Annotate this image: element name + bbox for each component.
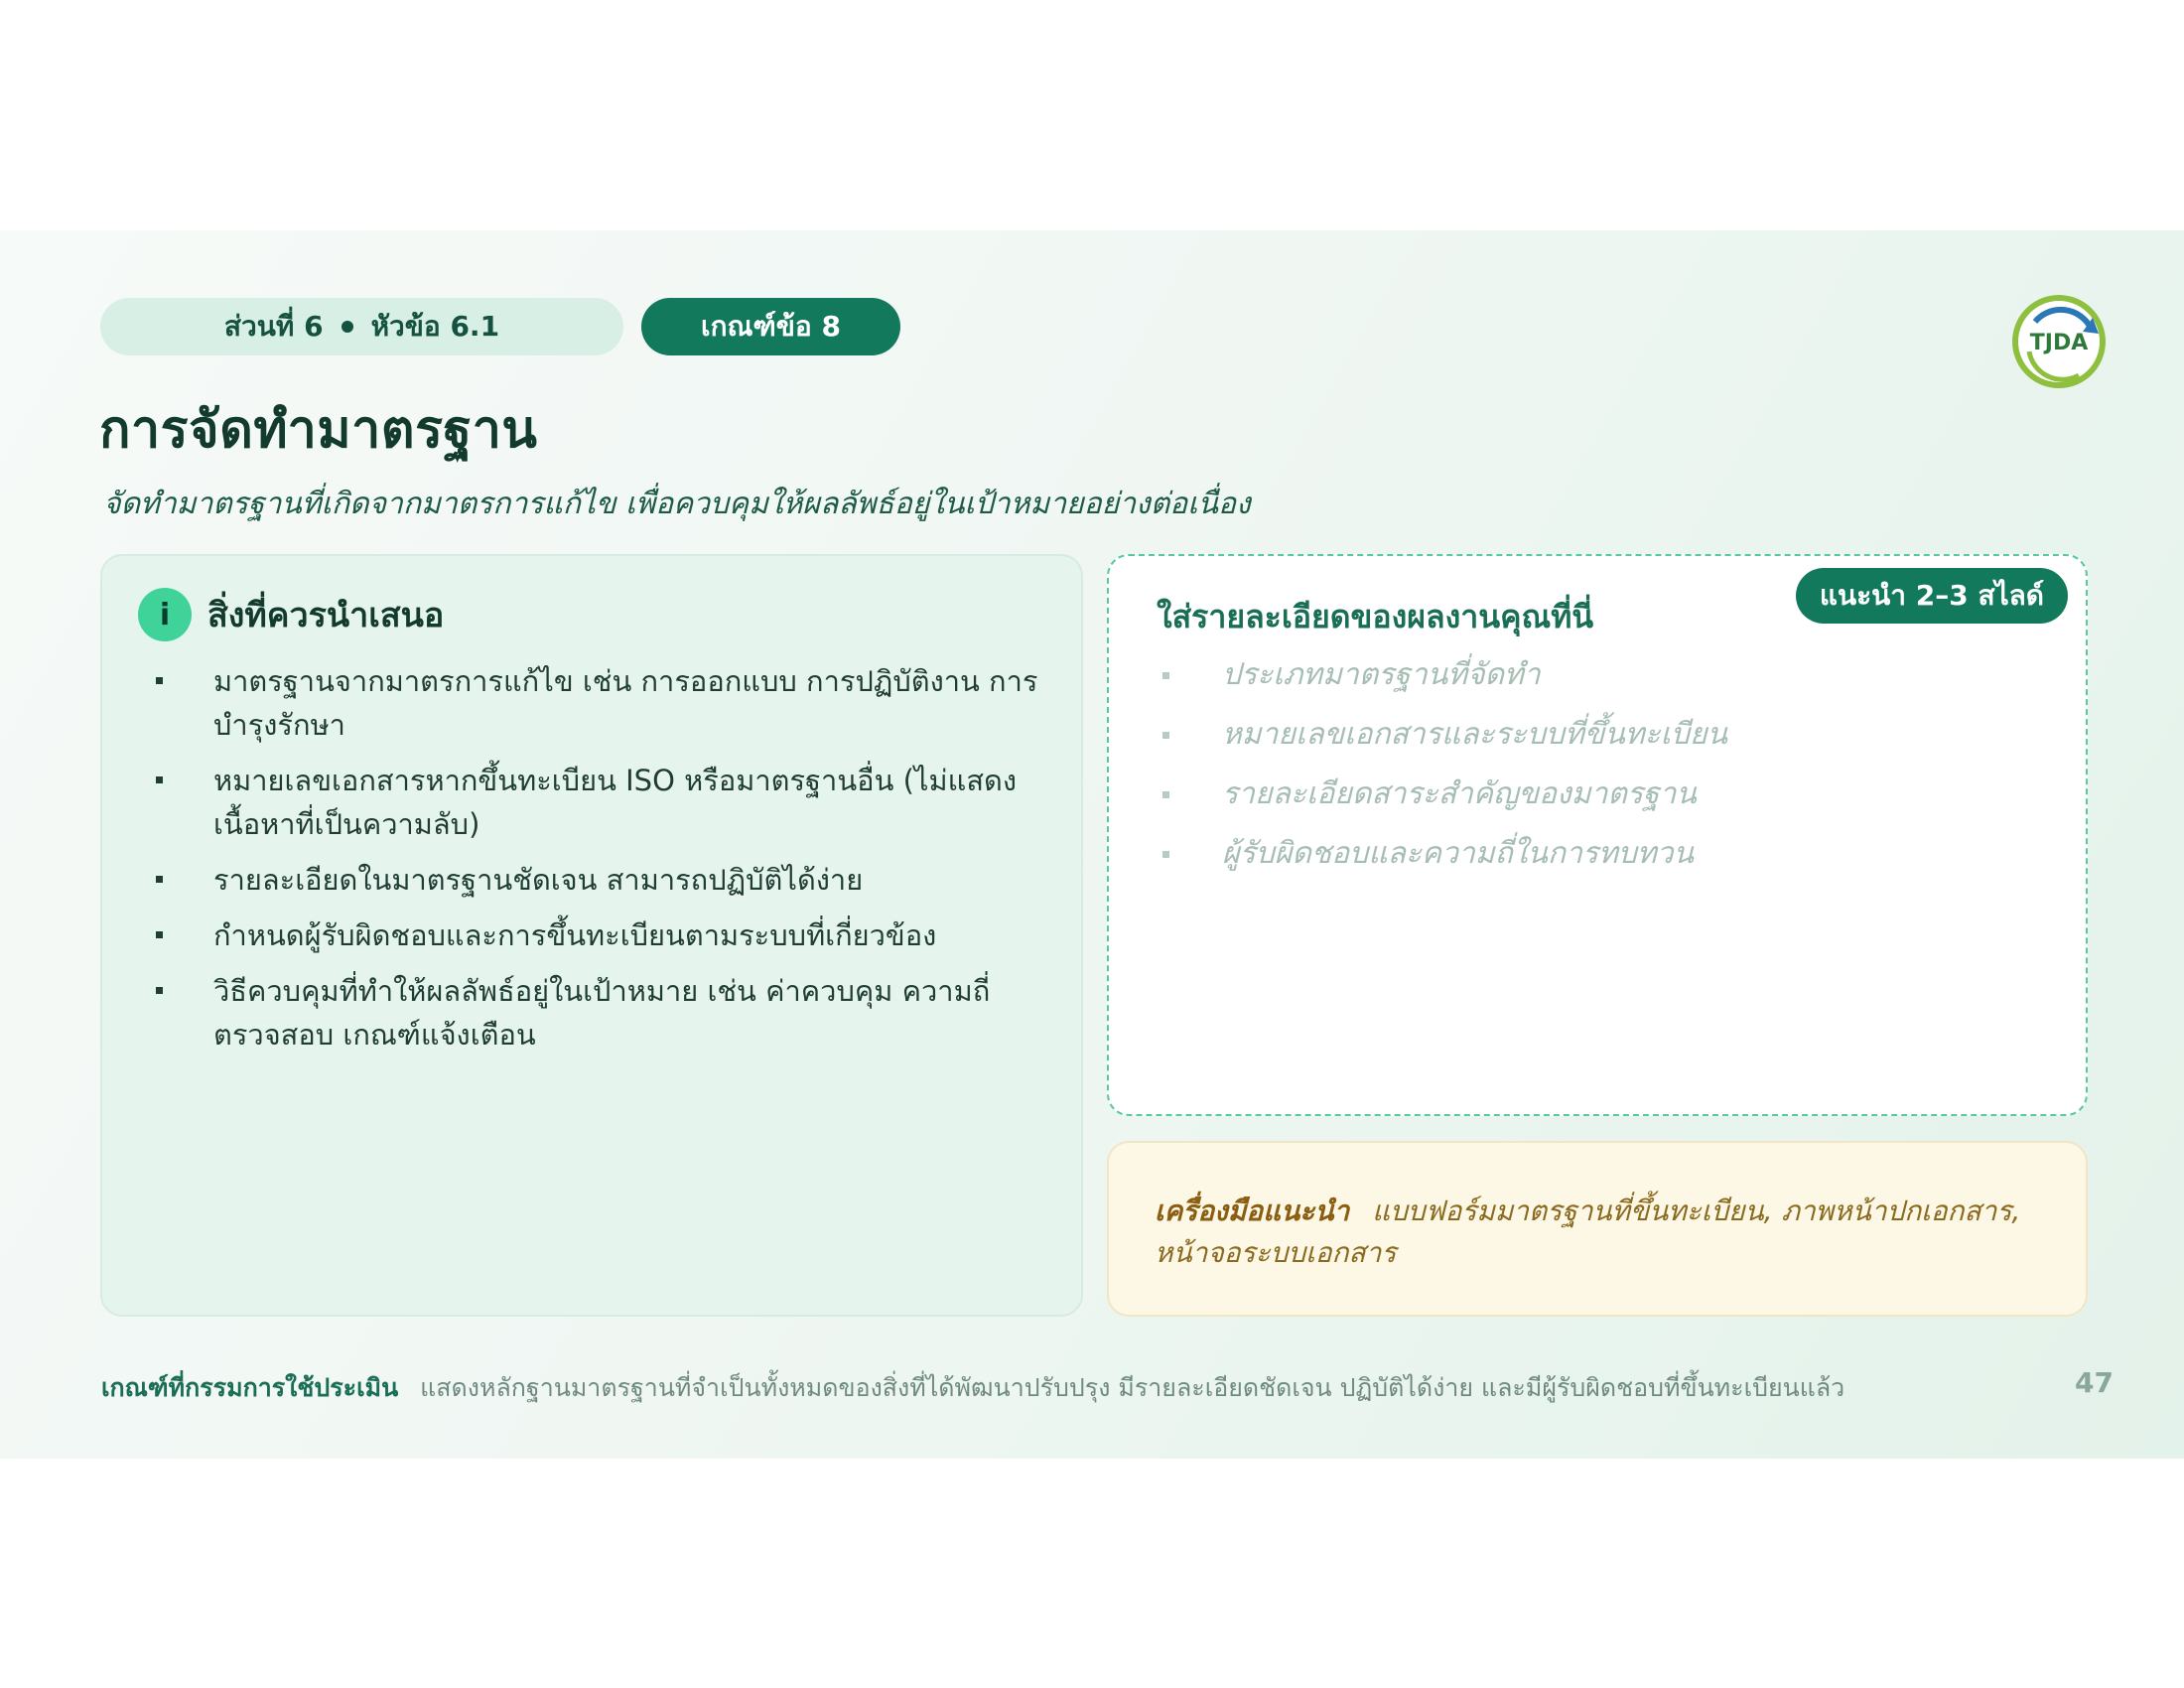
criteria-label: เกณฑ์ข้อ 8 <box>701 310 841 343</box>
placeholder-item[interactable]: ประเภทมาตรฐานที่จัดทำ <box>1157 655 1727 715</box>
guidance-list <box>150 659 1043 1068</box>
page-subtitle: จัดทำมาตรฐานที่เกิดจากมาตรการแก้ไข เพื่อควบคุมให้ผลลัพธ์อยู่ในเป้าหมายอย่างต่อเนื่อง <box>103 487 1251 521</box>
list-item: มาตรฐานจากมาตรการแก้ไข เช่น การออกแบบ การปฏิบัติงาน การบำรุงรักษา <box>150 659 1043 747</box>
placeholder-item[interactable]: ผู้รับผิดชอบและความถี่ในการทบทวน <box>1157 834 1727 894</box>
bullet-square-icon <box>156 876 163 883</box>
bullet-square-icon <box>1162 851 1169 858</box>
evaluation-footer <box>101 1368 1987 1408</box>
details-placeholder-card[interactable] <box>1107 554 2088 1116</box>
bullet-square-icon <box>1162 732 1169 739</box>
placeholder-item[interactable]: รายละเอียดสาระสำคัญของมาตรฐาน <box>1157 774 1727 834</box>
tools-text: แบบฟอร์มมาตรฐานที่ขึ้นทะเบียน, ภาพหน้าปกเอกสาร, หน้าจอระบบเอกสาร <box>1155 1195 2021 1269</box>
info-icon: i <box>138 588 192 641</box>
list-item: กำหนดผู้รับผิดชอบและการขึ้นทะเบียนตามระบบที่เกี่ยวข้อง <box>150 914 1043 957</box>
criteria-pill <box>641 298 900 355</box>
list-item: รายละเอียดในมาตรฐานชัดเจน สามารถปฏิบัติได้ง่าย <box>150 858 1043 902</box>
guidance-header <box>138 588 444 641</box>
tjda-logo <box>2009 292 2109 391</box>
bullet-square-icon <box>1162 791 1169 798</box>
topic-label: หัวข้อ 6.1 <box>370 310 500 343</box>
tools-label: เครื่องมือแนะนำ <box>1155 1195 1350 1227</box>
separator-dot <box>341 321 353 333</box>
bullet-square-icon <box>156 776 163 783</box>
bullet-square-icon <box>156 677 163 684</box>
bullet-square-icon <box>156 931 163 938</box>
list-item: วิธีควบคุมที่ทำให้ผลลัพธ์อยู่ในเป้าหมาย เช่น ค่าควบคุม ความถี่ตรวจสอบ เกณฑ์แจ้งเตือน <box>150 969 1043 1056</box>
slide-count-badge: แนะนำ 2–3 สไลด์ <box>1796 568 2068 624</box>
slide <box>0 230 2184 1459</box>
page-title: การจัดทำมาตรฐาน <box>99 400 538 460</box>
list-item: หมายเลขเอกสารหากขึ้นทะเบียน ISO หรือมาตรฐานอื่น (ไม่แสดงเนื้อหาที่เป็นความลับ) <box>150 759 1043 846</box>
footer-label: เกณฑ์ที่กรรมการใช้ประเมิน <box>101 1373 399 1402</box>
section-pill <box>100 298 623 355</box>
bullet-square-icon <box>1162 672 1169 679</box>
logo-text: TJDA <box>2029 331 2089 355</box>
guidance-heading: สิ่งที่ควรนำเสนอ <box>207 596 445 635</box>
bullet-square-icon <box>156 987 163 994</box>
tools-text-block <box>1155 1191 2048 1274</box>
placeholder-list <box>1157 655 1727 894</box>
placeholder-item[interactable]: หมายเลขเอกสารและระบบที่ขึ้นทะเบียน <box>1157 715 1727 774</box>
recommended-tools-card <box>1107 1141 2088 1317</box>
details-heading: ใส่รายละเอียดของผลงานคุณที่นี่ <box>1157 598 1594 635</box>
section-label: ส่วนที่ 6 <box>223 310 324 343</box>
footer-text: แสดงหลักฐานมาตรฐานที่จำเป็นทั้งหมดของสิ่งที่ได้พัฒนาปรับปรุง มีรายละเอียดชัดเจน ปฏิบัติได้ง่าย และมีผู้รับผิดชอบที่ขึ้นทะเบียนแล้ว <box>420 1373 1845 1402</box>
page-number: 47 <box>2075 1366 2114 1399</box>
guidance-card <box>100 554 1083 1317</box>
